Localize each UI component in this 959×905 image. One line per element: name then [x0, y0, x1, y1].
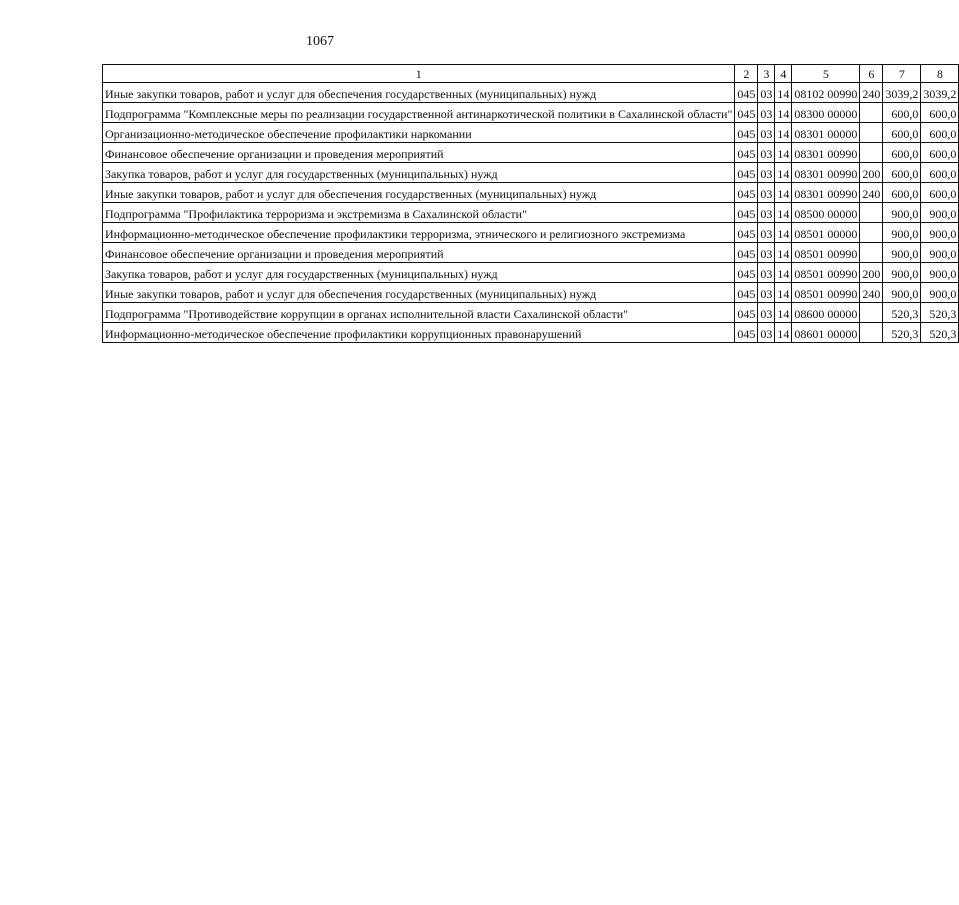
table-row	[103, 203, 959, 223]
page-number: 1067	[306, 34, 334, 49]
section-code-cell: 03	[758, 103, 775, 123]
header-cell: 5	[792, 65, 860, 83]
table-row	[103, 283, 959, 303]
table-row	[103, 83, 959, 103]
table-row	[103, 163, 959, 183]
expense-type-cell: 240	[860, 83, 883, 103]
table-row	[103, 143, 959, 163]
subsection-code-cell: 14	[775, 83, 792, 103]
name-cell: Организационно-методическое обеспечение профилактики наркомании	[103, 123, 735, 143]
name-cell: Информационно-методическое обеспечение профилактики коррупционных правонарушений	[103, 323, 735, 343]
name-cell: Иные закупки товаров, работ и услуг для обеспечения государственных (муниципальных) нужд	[103, 183, 735, 203]
amount-cell: 600,0	[921, 123, 959, 143]
amount-cell: 600,0	[921, 163, 959, 183]
table-row	[103, 243, 959, 263]
expense-type-cell: 200	[860, 263, 883, 283]
section-code-cell: 03	[758, 283, 775, 303]
amount-cell: 600,0	[921, 103, 959, 123]
header-cell: 4	[775, 65, 792, 83]
ved-code-cell: 045	[735, 163, 758, 183]
name-cell: Подпрограмма "Противодействие коррупции в органах исполнительной власти Сахалинской области"	[103, 303, 735, 323]
amount-cell: 600,0	[921, 143, 959, 163]
section-code-cell: 03	[758, 123, 775, 143]
subsection-code-cell: 14	[775, 183, 792, 203]
ved-code-cell: 045	[735, 103, 758, 123]
header-cell: 2	[735, 65, 758, 83]
ved-code-cell: 045	[735, 83, 758, 103]
name-cell: Подпрограмма "Комплексные меры по реализации государственной антинаркотической политики в Сахалинской области"	[103, 103, 735, 123]
target-article-cell: 08600 00000	[792, 303, 860, 323]
amount-cell: 900,0	[921, 223, 959, 243]
section-code-cell: 03	[758, 323, 775, 343]
ved-code-cell: 045	[735, 243, 758, 263]
section-code-cell: 03	[758, 303, 775, 323]
section-code-cell: 03	[758, 223, 775, 243]
expense-type-cell	[860, 143, 883, 163]
expense-type-cell	[860, 203, 883, 223]
expense-type-cell	[860, 303, 883, 323]
section-code-cell: 03	[758, 83, 775, 103]
amount-cell: 900,0	[883, 263, 921, 283]
target-article-cell: 08501 00990	[792, 263, 860, 283]
target-article-cell: 08501 00000	[792, 223, 860, 243]
subsection-code-cell: 14	[775, 323, 792, 343]
target-article-cell: 08501 00990	[792, 243, 860, 263]
amount-cell: 3039,2	[883, 83, 921, 103]
amount-cell: 900,0	[883, 203, 921, 223]
amount-cell: 900,0	[883, 243, 921, 263]
ved-code-cell: 045	[735, 263, 758, 283]
target-article-cell: 08301 00990	[792, 163, 860, 183]
amount-cell: 600,0	[883, 163, 921, 183]
ved-code-cell: 045	[735, 123, 758, 143]
amount-cell: 900,0	[883, 283, 921, 303]
amount-cell: 900,0	[883, 223, 921, 243]
target-article-cell: 08500 00000	[792, 203, 860, 223]
expense-type-cell: 240	[860, 183, 883, 203]
target-article-cell: 08301 00990	[792, 143, 860, 163]
subsection-code-cell: 14	[775, 223, 792, 243]
table-row	[103, 123, 959, 143]
amount-cell: 900,0	[921, 263, 959, 283]
amount-cell: 600,0	[921, 183, 959, 203]
header-cell: 7	[883, 65, 921, 83]
target-article-cell: 08601 00000	[792, 323, 860, 343]
amount-cell: 900,0	[921, 283, 959, 303]
subsection-code-cell: 14	[775, 163, 792, 183]
header-cell: 6	[860, 65, 883, 83]
header-cell: 3	[758, 65, 775, 83]
section-code-cell: 03	[758, 203, 775, 223]
expense-type-cell	[860, 243, 883, 263]
name-cell: Закупка товаров, работ и услуг для государственных (муниципальных) нужд	[103, 163, 735, 183]
subsection-code-cell: 14	[775, 303, 792, 323]
name-cell: Подпрограмма "Профилактика терроризма и экстремизма в Сахалинской области"	[103, 203, 735, 223]
ved-code-cell: 045	[735, 223, 758, 243]
name-cell: Финансовое обеспечение организации и проведения мероприятий	[103, 143, 735, 163]
amount-cell: 900,0	[921, 203, 959, 223]
ved-code-cell: 045	[735, 183, 758, 203]
target-article-cell: 08102 00990	[792, 83, 860, 103]
section-code-cell: 03	[758, 263, 775, 283]
section-code-cell: 03	[758, 163, 775, 183]
section-code-cell: 03	[758, 183, 775, 203]
amount-cell: 600,0	[883, 103, 921, 123]
subsection-code-cell: 14	[775, 243, 792, 263]
amount-cell: 520,3	[883, 303, 921, 323]
ved-code-cell: 045	[735, 143, 758, 163]
target-article-cell: 08301 00990	[792, 183, 860, 203]
expense-type-cell	[860, 103, 883, 123]
subsection-code-cell: 14	[775, 203, 792, 223]
ved-code-cell: 045	[735, 303, 758, 323]
section-code-cell: 03	[758, 243, 775, 263]
expense-type-cell	[860, 123, 883, 143]
table-row	[103, 183, 959, 203]
subsection-code-cell: 14	[775, 283, 792, 303]
amount-cell: 3039,2	[921, 83, 959, 103]
budget-table	[102, 64, 959, 343]
header-row	[103, 65, 959, 83]
table-row	[103, 303, 959, 323]
table-row	[103, 223, 959, 243]
amount-cell: 600,0	[883, 183, 921, 203]
section-code-cell: 03	[758, 143, 775, 163]
ved-code-cell: 045	[735, 283, 758, 303]
table-row	[103, 103, 959, 123]
name-cell: Информационно-методическое обеспечение профилактики терроризма, этнического и религиозного экстремизма	[103, 223, 735, 243]
amount-cell: 600,0	[883, 123, 921, 143]
ved-code-cell: 045	[735, 323, 758, 343]
name-cell: Закупка товаров, работ и услуг для государственных (муниципальных) нужд	[103, 263, 735, 283]
name-cell: Финансовое обеспечение организации и проведения мероприятий	[103, 243, 735, 263]
expense-type-cell	[860, 323, 883, 343]
subsection-code-cell: 14	[775, 143, 792, 163]
expense-type-cell: 200	[860, 163, 883, 183]
header-cell: 1	[103, 65, 735, 83]
header-cell: 8	[921, 65, 959, 83]
expense-type-cell	[860, 223, 883, 243]
table-row	[103, 323, 959, 343]
target-article-cell: 08301 00000	[792, 123, 860, 143]
subsection-code-cell: 14	[775, 103, 792, 123]
table-body	[103, 83, 959, 343]
subsection-code-cell: 14	[775, 123, 792, 143]
amount-cell: 600,0	[883, 143, 921, 163]
subsection-code-cell: 14	[775, 263, 792, 283]
amount-cell: 520,3	[921, 303, 959, 323]
target-article-cell: 08300 00000	[792, 103, 860, 123]
amount-cell: 520,3	[883, 323, 921, 343]
amount-cell: 900,0	[921, 243, 959, 263]
ved-code-cell: 045	[735, 203, 758, 223]
name-cell: Иные закупки товаров, работ и услуг для обеспечения государственных (муниципальных) нужд	[103, 83, 735, 103]
expense-type-cell: 240	[860, 283, 883, 303]
target-article-cell: 08501 00990	[792, 283, 860, 303]
table-row	[103, 263, 959, 283]
amount-cell: 520,3	[921, 323, 959, 343]
name-cell: Иные закупки товаров, работ и услуг для обеспечения государственных (муниципальных) нужд	[103, 283, 735, 303]
